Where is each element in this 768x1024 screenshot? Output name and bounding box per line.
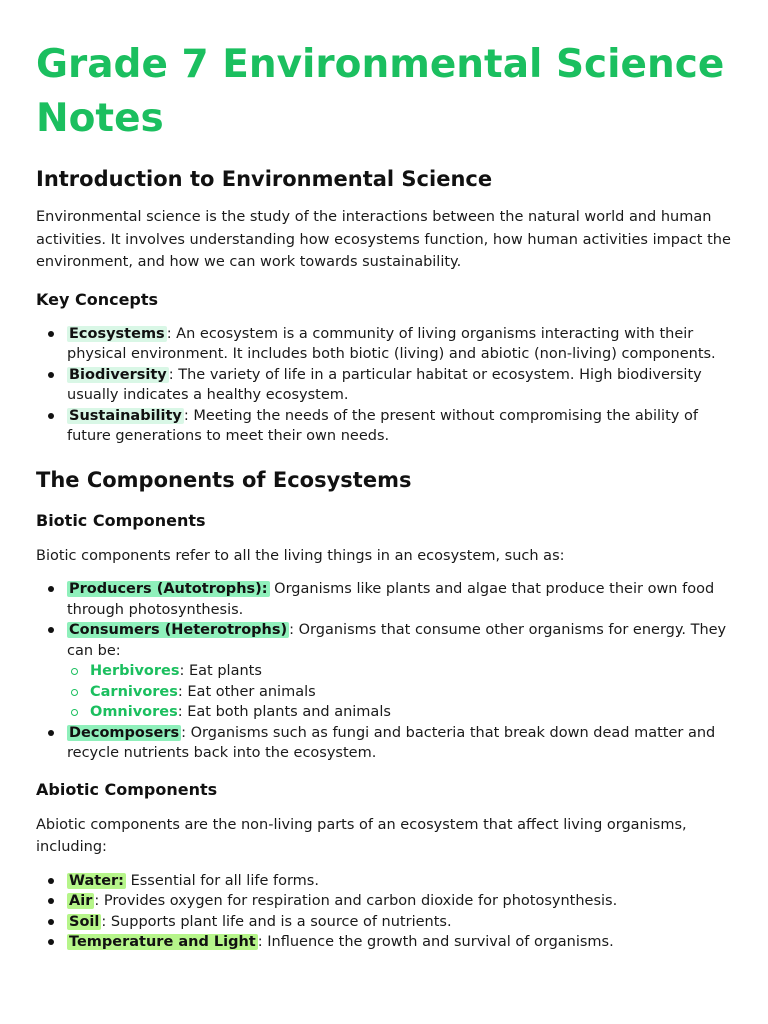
biotic-paragraph: Biotic components refer to all the living things in an ecosystem, such as:	[36, 547, 565, 564]
item-text: : Influence the growth and survival of organisms.	[257, 934, 614, 950]
term-highlight: Temperature and Light	[69, 934, 256, 950]
bullet-icon	[48, 878, 54, 884]
list-item	[36, 406, 732, 447]
item-text: Essential for all life forms.	[125, 872, 319, 889]
item-text: : Organisms that consume other organisms for energy. They can be:	[67, 622, 727, 659]
bullet-icon	[48, 898, 54, 904]
item-text: : Supports plant life and is a source of nutrients.	[101, 913, 452, 930]
list-item	[36, 324, 732, 365]
list-item	[36, 723, 732, 764]
circle-bullet-icon	[71, 668, 78, 675]
item-text: : Meeting the needs of the present without compromising the ability of future generations to meet their own needs.	[67, 407, 698, 444]
abiotic-heading: Abiotic Components	[36, 779, 218, 799]
bullet-icon	[48, 586, 54, 592]
term-highlight: Decomposers	[69, 724, 180, 741]
term-highlight: Sustainability	[69, 407, 182, 424]
term-highlight: Biodiversity	[69, 366, 167, 383]
list-item	[36, 365, 732, 406]
sub-item-text: : Eat both plants and animals	[177, 704, 391, 720]
sub-item-text: : Eat plants	[179, 663, 262, 679]
biotic-heading: Biotic Components	[36, 510, 206, 530]
circle-bullet-icon	[71, 709, 78, 716]
page-title: Grade 7 Environmental Science Notes	[36, 42, 725, 141]
key-concepts-heading: Key Concepts	[36, 289, 159, 309]
bullet-icon	[48, 331, 54, 337]
list-item	[36, 912, 732, 933]
list-item	[36, 891, 732, 912]
sub-list-item	[67, 702, 732, 723]
item-text: : Provides oxygen for respiration and carbon dioxide for photosynthesis.	[94, 893, 618, 909]
term-highlight: Air	[69, 893, 93, 909]
item-text: : Organisms such as fungi and bacteria that break down dead matter and recycle nutrients back into the ecosystem.	[67, 724, 716, 761]
consumer-types-list	[67, 661, 732, 723]
item-text: : The variety of life in a particular habitat or ecosystem. High biodiversity usually indicates a healthy ecosystem.	[67, 366, 702, 403]
list-item	[36, 620, 732, 723]
item-text: Organisms like plants and algae that produce their own food through photosynthesis.	[67, 581, 715, 618]
list-item	[36, 932, 732, 953]
intro-heading: Introduction to Environmental Science	[36, 167, 493, 191]
intro-paragraph: Environmental science is the study of the interactions between the natural world and human activities. It involves understanding how ecosystems function, how human activities impact the environment, and how we can work towards sustainability.	[36, 209, 731, 270]
sub-term: Carnivores	[90, 683, 178, 700]
bullet-icon	[48, 372, 54, 378]
bullet-icon	[48, 939, 54, 945]
abiotic-paragraph: Abiotic components are the non-living parts of an ecosystem that affect living organisms, including:	[36, 816, 687, 855]
sub-list-item	[67, 661, 732, 682]
circle-bullet-icon	[71, 689, 78, 696]
biotic-list	[36, 579, 732, 764]
abiotic-list	[36, 871, 732, 953]
sub-item-text: : Eat other animals	[177, 683, 316, 700]
item-text: : An ecosystem is a community of living organisms interacting with their physical environment. It includes both biotic (living) and abiotic (non-living) components.	[67, 325, 716, 362]
term-highlight: Soil	[69, 913, 100, 930]
key-concepts-list	[36, 324, 732, 447]
list-item	[36, 871, 732, 892]
term-highlight: Consumers (Heterotrophs)	[69, 622, 288, 638]
components-heading: The Components of Ecosystems	[36, 467, 412, 492]
bullet-icon	[48, 730, 54, 736]
bullet-icon	[48, 627, 54, 633]
bullet-icon	[48, 413, 54, 419]
list-item	[36, 579, 732, 620]
term-highlight: Water:	[69, 872, 124, 889]
bullet-icon	[48, 919, 54, 925]
term-highlight: Ecosystems	[69, 325, 165, 342]
sub-term: Omnivores	[90, 704, 178, 720]
sub-list-item	[67, 682, 732, 703]
term-highlight: Producers (Autotrophs):	[69, 581, 268, 597]
sub-term: Herbivores	[90, 663, 180, 679]
